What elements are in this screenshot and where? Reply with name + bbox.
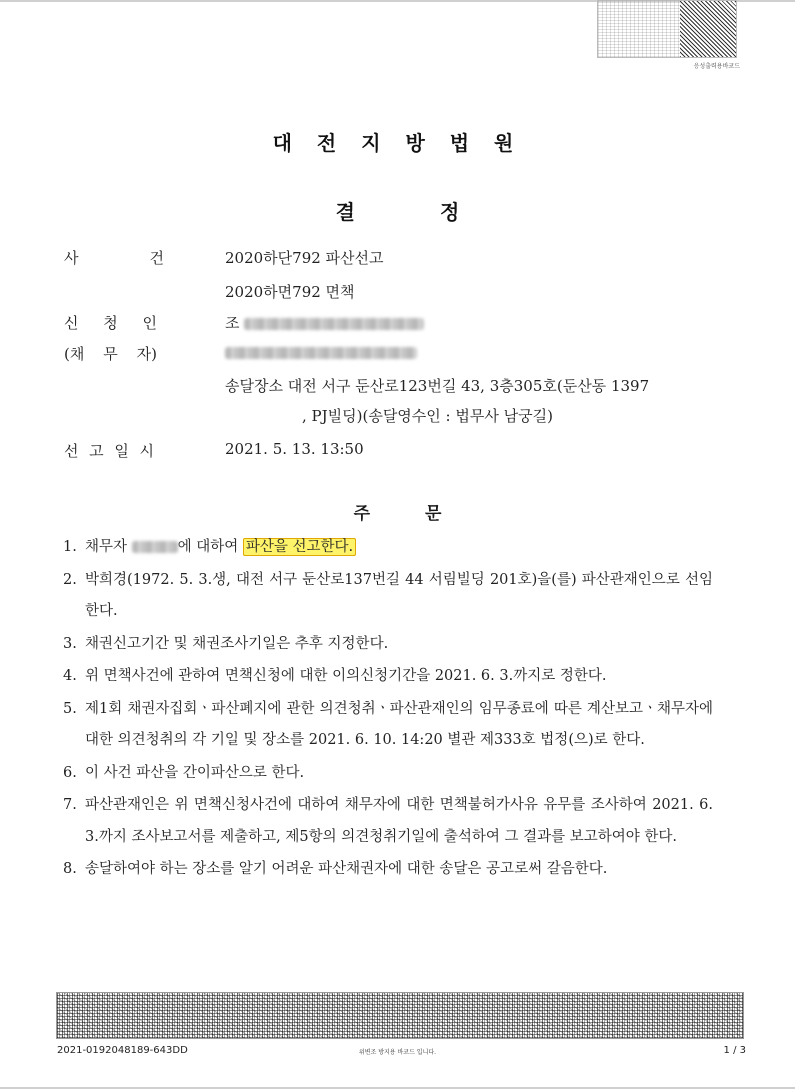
- service-address-line1: 송달장소 대전 서구 둔산로123번길 43, 3층305호(둔산동 1397: [225, 377, 650, 395]
- document-id: 2021-0192048189-643DD: [57, 1045, 188, 1056]
- top-barcode-pattern-left: [598, 1, 680, 57]
- case-number-discharge: 2020하면792 면책: [225, 283, 355, 301]
- order-item-4: 4. 위 면책사건에 관하여 면책신청에 대한 이의신청기간을 2021. 6. 3.까지로 정한다.: [63, 668, 607, 684]
- order-item-3: 3. 채권신고기간 및 채권조사기일은 추후 지정한다.: [63, 635, 389, 652]
- order-item-1: 1. 채무자 에 대하여 파산을 선고한다.: [63, 532, 713, 564]
- document-type-left: 결: [335, 200, 355, 224]
- top-barcode-pattern-right: [680, 1, 736, 57]
- case-label: 사 건: [64, 249, 164, 267]
- order-title: 주 문: [353, 504, 442, 524]
- case-number-bankruptcy: 2020하단792 파산선고: [225, 249, 384, 267]
- top-barcode: [597, 0, 737, 58]
- pronouncement-date: 2021. 5. 13. 13:50: [225, 440, 364, 458]
- order-list: [63, 532, 713, 887]
- redacted-applicant-info: [244, 318, 424, 330]
- applicant-name: 조: [225, 312, 424, 333]
- redacted-debtor-name: [132, 541, 178, 553]
- document-type-right: 정: [440, 200, 460, 224]
- document-type-title: [0, 196, 795, 225]
- order-item-6: 6. 이 사건 파산을 간이파산으로 한다.: [63, 764, 305, 781]
- debtor-label: (채 무 자): [64, 345, 157, 363]
- applicant-label: 신 청 인: [64, 314, 157, 332]
- order-item-8: 8. 송달하여야 하는 장소를 알기 어려운 파산채권자에 대한 송달은 공고로써 갈음한다.: [63, 861, 608, 877]
- redacted-debtor-info: [225, 347, 417, 359]
- court-title: 대 전 지 방 법 원: [272, 131, 523, 155]
- page-number: 1 / 3: [723, 1045, 746, 1056]
- barcode-note: 위변조 방지용 바코드 입니다.: [358, 1049, 437, 1056]
- debtor-info: [225, 343, 417, 361]
- highlighted-text: 파산을 선고한다.: [243, 538, 356, 556]
- order-item-5: 5. 제1회 채권자집회ㆍ파산폐지에 관한 의견청취ㆍ파산관재인의 임무종료에 따른 계산보고ㆍ채무자에 대한 의견청취의 각 기일 및 장소를 2021. 6. 10. 14:20 별관 제333호 법정(으)로 한다.: [63, 700, 713, 748]
- top-barcode-label: 응성출력용바코드: [693, 63, 740, 70]
- anti-forgery-barcode: [56, 992, 744, 1039]
- order-item-7: 7. 파산관재인은 위 면책신청사건에 대하여 채무자에 대한 면책불허가사유 유무를 조사하여 2021. 6. 3.까지 조사보고서를 제출하고, 제5항의 의견청취기일에 출석하여 그 결과를 보고하여야 한다.: [63, 797, 713, 845]
- pronouncement-date-label: 선 고 일 시: [64, 442, 154, 460]
- order-item-2: 2. 박희경(1972. 5. 3.생, 대전 서구 둔산로137번길 44 서림빌딩 201호)을(를) 파산관재인으로 선임한다.: [63, 571, 713, 619]
- service-address-line2: , PJ빌딩)(송달영수인 : 법무사 남궁길): [302, 407, 553, 425]
